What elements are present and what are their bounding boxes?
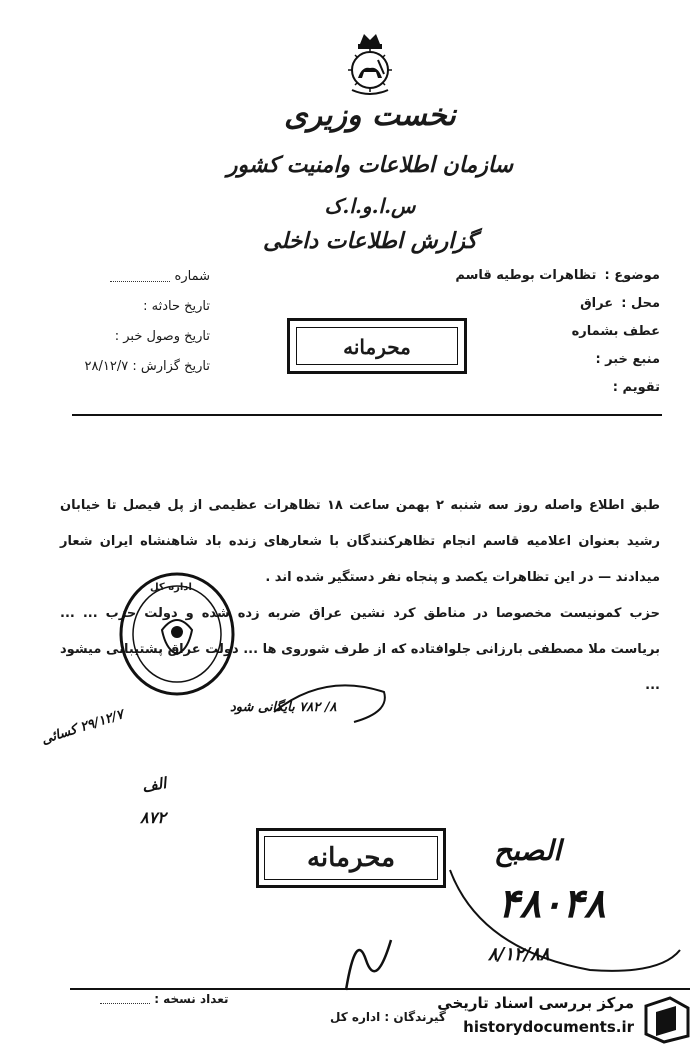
evaluation-label: تقویم : bbox=[612, 380, 660, 395]
report-date-row bbox=[40, 352, 210, 382]
header-report-type: گزارش اطلاعات داخلی bbox=[263, 228, 477, 254]
registry-date: ۸/۱۲/۸۸ bbox=[488, 944, 550, 965]
receipt-date-label: تاریخ وصول خبر : bbox=[114, 329, 210, 344]
place-label: محل : bbox=[621, 296, 660, 311]
handwritten-note-3: الف bbox=[140, 774, 168, 796]
handwritten-note-1: ۸/ ۷۸۲ بایگانی شود bbox=[230, 700, 337, 715]
subject-row bbox=[430, 262, 660, 290]
handwritten-note-2: ۲۹/۱۲/۷ کسائی bbox=[39, 707, 126, 748]
header-divider bbox=[72, 414, 662, 416]
registry-label: الصبح bbox=[494, 834, 562, 867]
header-title: نخست وزیری bbox=[284, 98, 456, 133]
evaluation-row bbox=[430, 374, 660, 402]
seal-text: اداره کل bbox=[150, 582, 192, 593]
header-code: س.ا.و.ا.ک bbox=[324, 194, 416, 218]
watermark-name: مرکز بررسی اسناد تاریخی bbox=[437, 994, 634, 1012]
number-label: شماره bbox=[174, 269, 210, 284]
meta-left-block bbox=[40, 262, 210, 382]
recipients-field: گیرندگان : اداره کل bbox=[330, 1010, 446, 1024]
incident-date-row bbox=[40, 292, 210, 322]
ref-label: عطف بشماره bbox=[571, 324, 660, 339]
report-date-value: ۲۸/۱۲/۷ bbox=[84, 359, 129, 374]
registry-number: ۴۸۰۴۸ bbox=[498, 880, 606, 927]
footer-divider bbox=[70, 988, 690, 990]
archive-watermark bbox=[414, 992, 696, 1048]
body-paragraph-2: حزب کمونیست مخصوصا در مناطق کرد نشین عراق ضربه زده شده و دولت حزب ... ... بریاست ملا مصطفی بارزانی جلوافتاده که از طرف شوروی ها ... دولت عراق پشتیبانی میشود ... bbox=[60, 606, 660, 693]
confidential-stamp-top bbox=[287, 318, 467, 374]
handwritten-note-4: ۸۷۲ bbox=[140, 808, 166, 827]
subject-value: تظاهرات بوطیه قاسم bbox=[455, 268, 597, 283]
report-date-label: تاریخ گزارش : bbox=[132, 359, 210, 374]
number-row bbox=[40, 262, 210, 292]
stamp-bottom-text: محرمانه bbox=[306, 843, 396, 873]
copies-label: تعداد نسخه : bbox=[154, 992, 229, 1006]
lion-and-sun-crown-icon bbox=[338, 30, 402, 100]
stamp-top-text: محرمانه bbox=[343, 335, 411, 359]
body-paragraph-1: طبق اطلاع واصله روز سه شنبه ۲ بهمن ساعت ۱۸ تظاهرات عظیمی از پل فیصل تا خیابان رشید بعنوان اعلامیه قاسم انجام تظاهرکنندگان با شعارهای زنده باد شاهنشاه ایران شعار میدادند — در این تظاهرات یکصد و پنجاه نفر دستگیر شده اند . bbox=[60, 498, 661, 585]
copies-dots bbox=[100, 995, 150, 1004]
copies-field bbox=[100, 992, 228, 1006]
confidential-stamp-bottom bbox=[256, 828, 446, 888]
receipt-date-row bbox=[40, 322, 210, 352]
number-dots bbox=[110, 271, 170, 282]
watermark-site: historydocuments.ir bbox=[463, 1018, 634, 1036]
subject-label: موضوع : bbox=[604, 268, 660, 283]
incident-date-label: تاریخ حادثه : bbox=[143, 299, 210, 314]
source-label: منبع خبر : bbox=[595, 352, 660, 367]
place-row bbox=[430, 290, 660, 318]
header-organization: سازمان اطلاعات وامنیت کشور bbox=[226, 152, 514, 178]
archive-logo-icon bbox=[642, 996, 692, 1044]
place-value: عراق bbox=[580, 296, 614, 311]
